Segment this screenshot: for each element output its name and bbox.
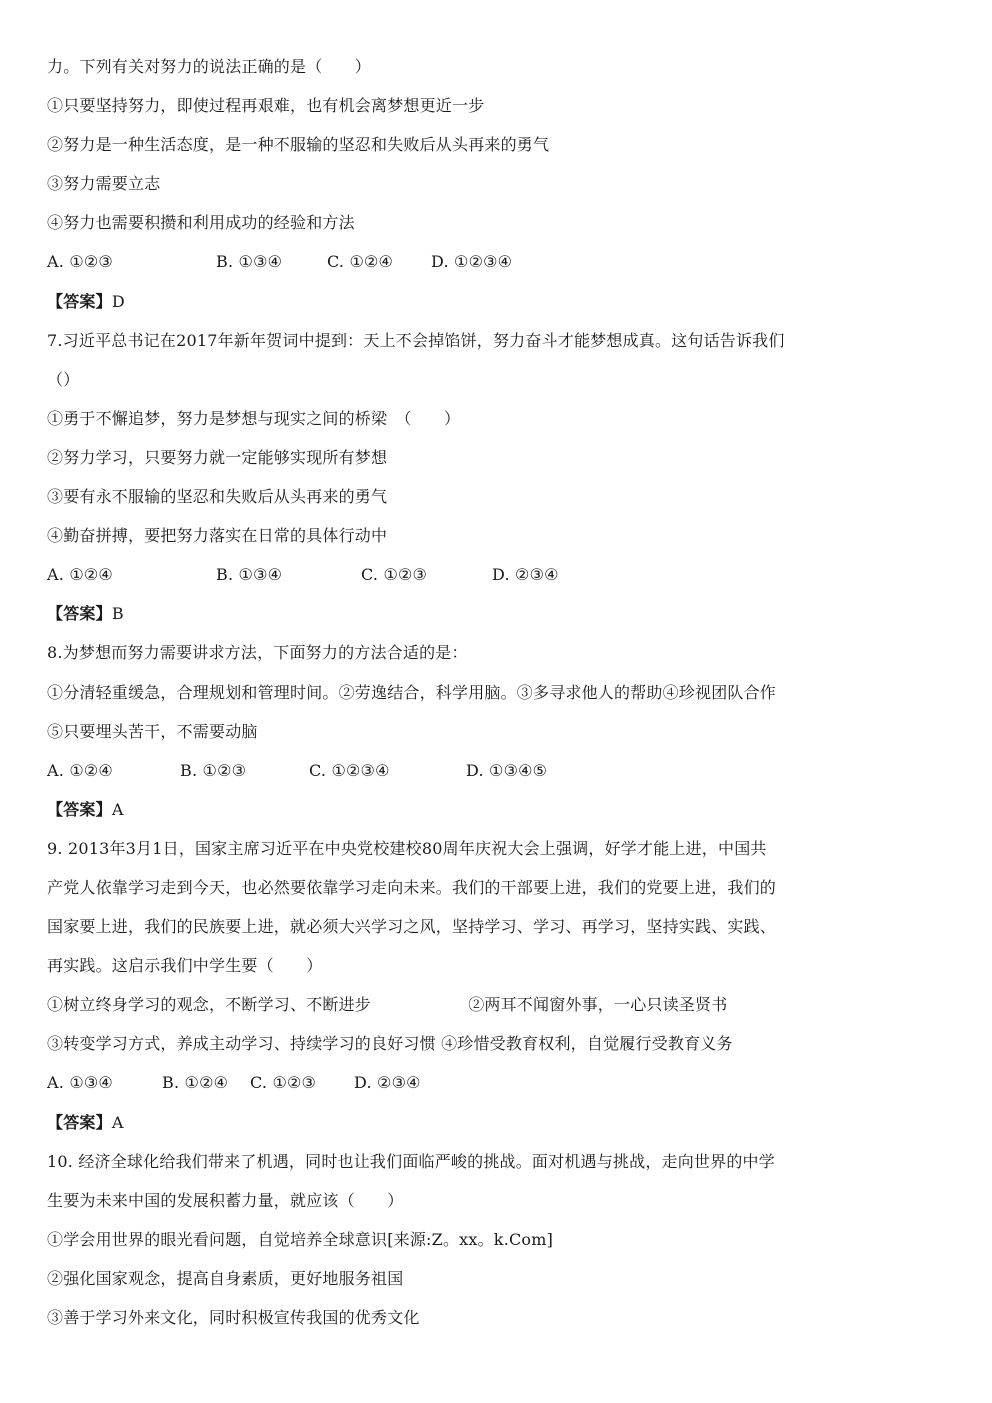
q6-item-3: ③努力需要立志 <box>47 174 161 194</box>
q10-item-3: ③善于学习外来文化，同时积极宣传我国的优秀文化 <box>47 1308 420 1327</box>
q7-option-d: D. ②③④ <box>492 565 559 585</box>
q7-options <box>47 560 947 599</box>
q8-answer <box>47 795 947 834</box>
q6-stem-end: 力。下列有关对努力的说法正确的是（ ） <box>47 57 372 76</box>
answer-value: B <box>111 604 124 624</box>
q6-options <box>47 247 947 286</box>
q9-stem-line-1: 9. 2013年3月1日，国家主席习近平在中央党校建校80周年庆祝大会上强调，好学才能上进，中国共 <box>47 838 767 858</box>
answer-value: A <box>111 1112 124 1132</box>
q6-option-b: B. ①③④ <box>216 252 283 272</box>
q8-item-1: ①分清轻重缓急，合理规划和管理时间。②劳逸结合，科学用脑。③多寻求他人的帮助④珍视团队合作 <box>47 682 777 702</box>
q8-stem: 8.为梦想而努力需要讲求方法，下面努力的方法合适的是： <box>47 643 468 663</box>
q10-stem-line-2: 生要为未来中国的发展积蓄力量，就应该（ ） <box>47 1190 404 1210</box>
q7-stem-cont: （） <box>47 369 80 389</box>
q6-option-a: A. ①②③ <box>47 252 113 272</box>
q6-answer <box>47 287 947 326</box>
q9-stem-line-2: 产党人依靠学习走到今天，也必然要依靠学习走向未来。我们的干部要上进，我们的党要上进，我们的 <box>47 877 777 897</box>
q9-options <box>47 1068 947 1107</box>
q6-option-d: D. ①②③④ <box>431 252 513 272</box>
q9-answer <box>47 1108 947 1147</box>
q6-option-c: C. ①②④ <box>327 252 394 272</box>
q8-options <box>47 756 947 795</box>
q9-option-a: A. ①③④ <box>47 1073 113 1093</box>
answer-value: A <box>111 799 124 819</box>
answer-value: D <box>111 291 125 311</box>
q7-item-4: ④勤奋拼搏，要把努力落实在日常的具体行动中 <box>47 526 388 546</box>
q10-item-2: ②强化国家观念，提高自身素质，更好地服务祖国 <box>47 1268 404 1288</box>
q7-option-a: A. ①②④ <box>47 565 113 585</box>
q7-option-c: C. ①②③ <box>361 565 428 585</box>
q8-option-c: C. ①②③④ <box>309 760 390 780</box>
q6-item-1: ①只要坚持努力，即使过程再艰难，也有机会离梦想更近一步 <box>47 96 485 116</box>
q9-item-1: ①树立终身学习的观念，不断学习、不断进步 ②两耳不闻窗外事，一心只读圣贤书 <box>47 995 728 1015</box>
q6-item-2: ②努力是一种生活态度，是一种不服输的坚忍和失败后从头再来的勇气 <box>47 135 550 155</box>
q7-stem: 7.习近平总书记在2017年新年贺词中提到：天上不会掉馅饼，努力奋斗才能梦想成真。这句话告诉我们 <box>47 330 785 350</box>
q7-item-1: ①勇于不懈追梦，努力是梦想与现实之间的桥梁 （ ） <box>47 408 461 428</box>
q9-option-b: B. ①②④ <box>162 1073 229 1093</box>
q10-item-1: ①学会用世界的眼光看问题，自觉培养全球意识[来源:Z。xx。k.Com] <box>47 1229 554 1249</box>
q7-item-2: ②努力学习，只要努力就一定能够实现所有梦想 <box>47 447 388 467</box>
answer-label: 【答案】 <box>47 1112 112 1132</box>
q8-option-b: B. ①②③ <box>180 760 247 780</box>
q8-option-d: D. ①③④⑤ <box>466 760 548 780</box>
q10-stem-line-1: 10. 经济全球化给我们带来了机遇，同时也让我们面临严峻的挑战。面对机遇与挑战，走向世界的中学 <box>47 1151 775 1171</box>
q9-option-d: D. ②③④ <box>354 1073 421 1093</box>
answer-label: 【答案】 <box>47 291 112 311</box>
q8-option-a: A. ①②④ <box>47 760 113 780</box>
q7-item-3: ③要有永不服输的坚忍和失败后从头再来的勇气 <box>47 487 388 507</box>
q9-option-c: C. ①②③ <box>250 1073 317 1093</box>
answer-label: 【答案】 <box>47 799 112 819</box>
q6-item-4: ④努力也需要积攒和利用成功的经验和方法 <box>47 213 355 233</box>
q9-stem-line-4: 再实践。这启示我们中学生要（ ） <box>47 956 323 976</box>
q7-answer <box>47 599 947 638</box>
exam-page <box>47 52 947 1342</box>
q9-item-2: ③转变学习方式，养成主动学习、持续学习的良好习惯 ④珍惜受教育权利，自觉履行受教育义务 <box>47 1034 733 1054</box>
q7-option-b: B. ①③④ <box>216 565 283 585</box>
q8-item-2: ⑤只要埋头苦干，不需要动脑 <box>47 721 258 741</box>
q9-stem-line-3: 国家要上进，我们的民族要上进，就必须大兴学习之风，坚持学习、学习、再学习，坚持实践、实践、 <box>47 917 777 937</box>
answer-label: 【答案】 <box>47 604 112 624</box>
